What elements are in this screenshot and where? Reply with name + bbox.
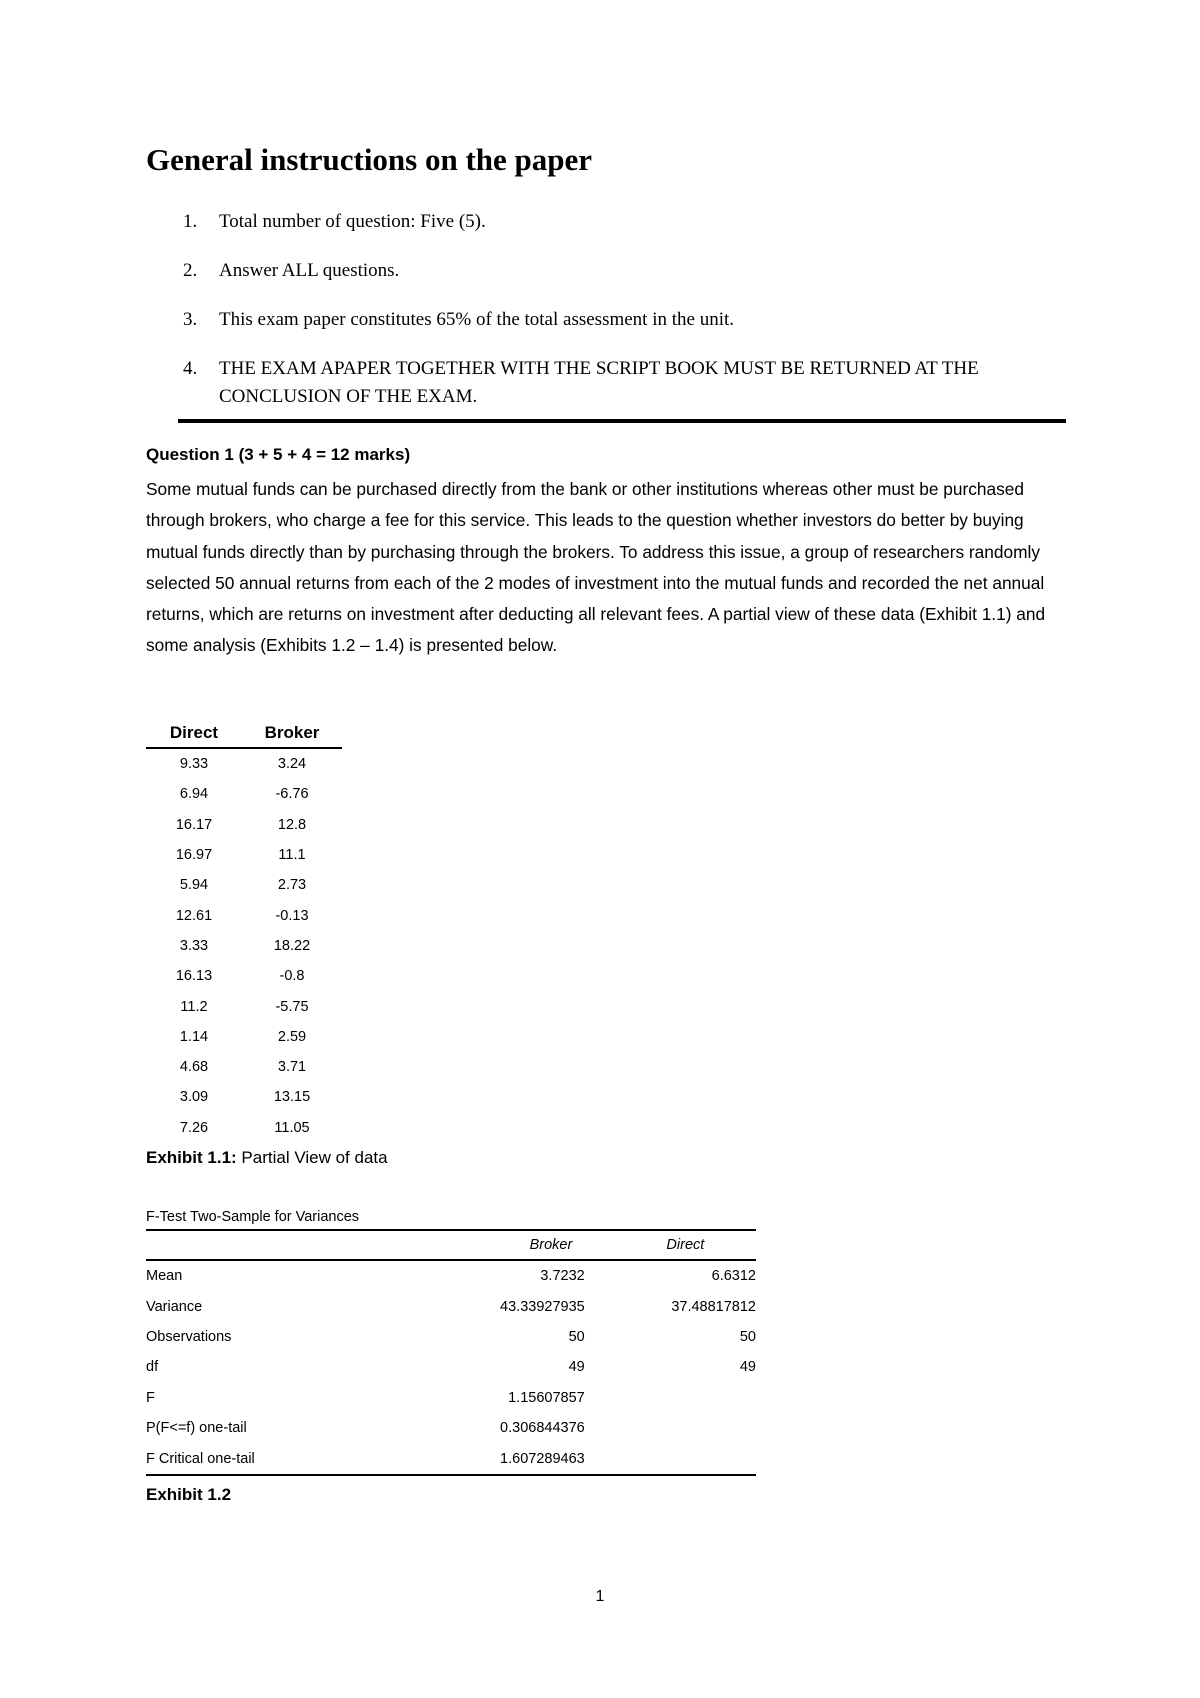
exhibit-label: Exhibit 1.2 xyxy=(146,1485,232,1504)
table-cell: 7.26 xyxy=(179,1119,209,1136)
table-cell: -5.75 xyxy=(275,998,309,1015)
question-body: Some mutual funds can be purchased directly from the bank or other institutions whereas other must be purchased through brokers, who charge a fee for this service. This leads to the question whether investors do better by buying mutual funds directly than by purchasing through the brokers. To address this issue, a group of researchers randomly selected 50 annual returns from each of the 2 modes of investment into the mutual funds and recorded the net annual returns, which are returns on investment after deducting all relevant fees. A partial view of these data (Exhibit 1.1) and some analysis (Exhibits 1.2 – 1.4) is presented below. xyxy=(146,479,1046,656)
page-number: 1 xyxy=(595,1588,605,1605)
row-label: Observations xyxy=(146,1328,232,1345)
table-row xyxy=(146,991,342,1021)
table-cell xyxy=(585,1413,756,1443)
instruction-number: 1. xyxy=(183,211,198,232)
table-cell: 1.15607857 xyxy=(508,1389,585,1406)
data-table xyxy=(146,719,342,1143)
table-row xyxy=(146,1322,756,1352)
table-cell: 43.33927935 xyxy=(500,1298,585,1315)
table-cell: 6.94 xyxy=(179,786,209,803)
table-cell: 3.24 xyxy=(277,756,307,773)
table-cell: 0.306844376 xyxy=(500,1420,585,1437)
table-cell: 49 xyxy=(568,1359,585,1376)
section-divider xyxy=(178,419,1066,423)
table-cell: 11.1 xyxy=(278,847,306,864)
instruction-number: 3. xyxy=(183,309,198,330)
instruction-text: This exam paper constitutes 65% of the total assessment in the unit. xyxy=(219,309,735,330)
row-label: Mean xyxy=(146,1268,183,1285)
row-label: F Critical one-tail xyxy=(146,1443,417,1474)
table-cell: 4.68 xyxy=(179,1059,209,1076)
row-label: df xyxy=(146,1359,159,1376)
table-row xyxy=(146,1443,756,1474)
table-cell: 12.8 xyxy=(277,816,307,833)
page-title: General instructions on the paper xyxy=(146,142,593,177)
table-row xyxy=(146,870,342,900)
table-cell: 37.48817812 xyxy=(671,1298,756,1315)
instruction-text: Answer ALL questions. xyxy=(219,260,400,281)
table-row xyxy=(146,810,342,840)
table-row xyxy=(146,931,342,961)
ftest-table-block xyxy=(146,1205,756,1476)
table-row xyxy=(146,1352,756,1382)
instructions-list xyxy=(146,208,1066,411)
instruction-item xyxy=(146,208,1066,236)
instruction-item xyxy=(146,355,1066,411)
instruction-text: Total number of question: Five (5). xyxy=(219,211,486,232)
table-cell xyxy=(585,1443,756,1474)
table-cell: 49 xyxy=(739,1359,756,1376)
table-cell: 5.94 xyxy=(179,877,209,894)
table-cell: -0.13 xyxy=(275,907,309,924)
instruction-item xyxy=(146,306,1066,334)
table-row xyxy=(146,1260,756,1291)
column-header: Direct xyxy=(146,719,242,748)
row-label: P(F<=f) one-tail xyxy=(146,1420,247,1437)
table-cell: 16.13 xyxy=(175,968,213,985)
table-cell: 50 xyxy=(739,1328,756,1345)
table-cell: 3.71 xyxy=(277,1059,307,1076)
table-cell: 3.33 xyxy=(179,937,209,954)
table-cell: 18.22 xyxy=(273,937,311,954)
table-cell: 50 xyxy=(568,1328,585,1345)
table-cell: 1.14 xyxy=(179,1028,209,1045)
ftest-title: F-Test Two-Sample for Variances xyxy=(146,1205,756,1231)
table-cell: 3.7232 xyxy=(540,1268,585,1285)
table-cell: 3.09 xyxy=(179,1089,209,1106)
table-row xyxy=(146,779,342,809)
table-row xyxy=(146,1291,756,1321)
instruction-item xyxy=(146,257,1066,285)
ftest-table xyxy=(146,1231,756,1476)
row-label: F xyxy=(146,1389,155,1406)
table-row xyxy=(146,748,342,779)
table-cell: 13.15 xyxy=(273,1089,311,1106)
table-cell: 12.61 xyxy=(175,907,213,924)
row-label: Variance xyxy=(146,1298,203,1315)
table-cell: 2.59 xyxy=(277,1028,307,1045)
table-row xyxy=(146,1413,756,1443)
instruction-text: THE EXAM APAPER TOGETHER WITH THE SCRIPT BOOK MUST BE RETURNED AT THE CONCLUSION OF THE EXAM. xyxy=(219,358,979,407)
table-cell xyxy=(585,1383,756,1413)
table-cell: 2.73 xyxy=(277,877,307,894)
exhibit-label: Exhibit 1.1: xyxy=(146,1148,237,1167)
column-header xyxy=(146,1231,417,1260)
table-cell: 6.6312 xyxy=(711,1268,756,1285)
table-row xyxy=(146,1383,756,1413)
question-heading: Question 1 (3 + 5 + 4 = 12 marks) xyxy=(146,445,411,464)
exhibit-caption-text: Partial View of data xyxy=(236,1148,388,1167)
table-row xyxy=(146,1082,342,1112)
table-cell: 11.2 xyxy=(180,998,208,1015)
instruction-number: 2. xyxy=(183,260,198,281)
table-row xyxy=(146,1113,342,1143)
table-cell: 16.97 xyxy=(175,847,213,864)
table-cell: -0.8 xyxy=(279,968,305,985)
instruction-number: 4. xyxy=(183,358,198,379)
table-row xyxy=(146,840,342,870)
table-row xyxy=(146,900,342,930)
column-header: Direct xyxy=(585,1231,756,1260)
exhibit-caption xyxy=(146,1148,388,1168)
table-cell: 11.05 xyxy=(274,1119,310,1136)
table-cell: 16.17 xyxy=(175,816,213,833)
table-row xyxy=(146,1022,342,1052)
table-cell: -6.76 xyxy=(275,786,309,803)
table-cell: 9.33 xyxy=(179,756,209,773)
column-header: Broker xyxy=(417,1231,584,1260)
table-row xyxy=(146,961,342,991)
table-cell: 1.607289463 xyxy=(417,1443,584,1474)
column-header: Broker xyxy=(242,719,342,748)
table-row xyxy=(146,1052,342,1082)
